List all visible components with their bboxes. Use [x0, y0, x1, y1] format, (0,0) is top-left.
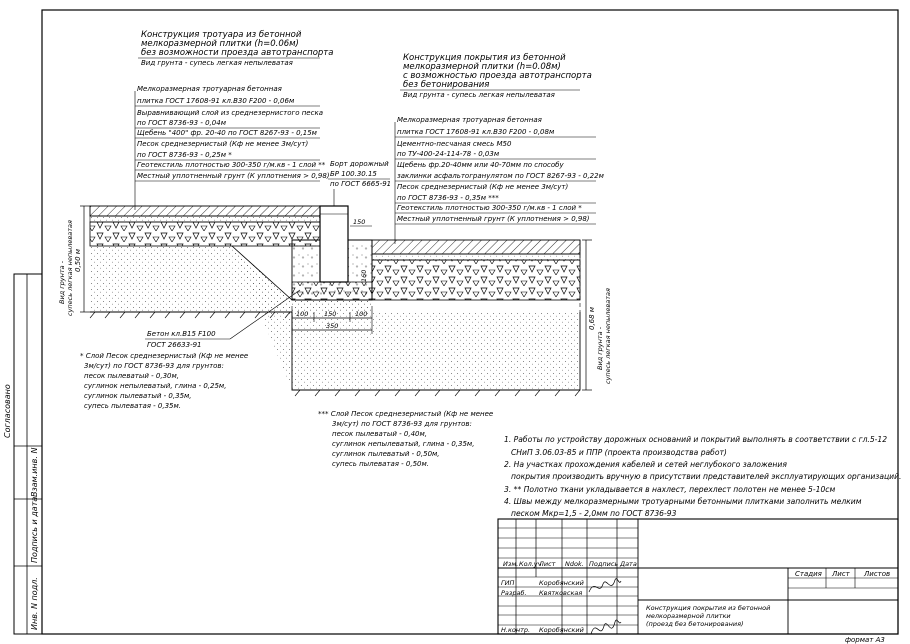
svg-text:по ГОСТ 8736-93 - 0,04м: по ГОСТ 8736-93 - 0,04м [137, 119, 226, 127]
sheet-hdr: Лист [832, 570, 850, 578]
svg-text:без возможности проезда автотр: без возможности проезда автотранспорта [141, 48, 334, 58]
svg-text:*** Слой Песок среднезернистый: *** Слой Песок среднезернистый (Кф не менее [318, 410, 494, 418]
svg-text:Цементно-песчаная смесь М50: Цементно-песчаная смесь М50 [397, 140, 512, 148]
svg-text:песок пылеватый - 0,40м,: песок пылеватый - 0,40м, [332, 430, 427, 438]
svg-text:Вид грунта - супесь легкая неп: Вид грунта - супесь легкая непылеватая [403, 91, 555, 99]
svg-text:3. ** Полотно ткани укладывае: 3. ** Полотно ткани укладывается в нахлест, перехлест полотен не менее 5-10см [504, 485, 836, 494]
svg-text:Местный уплотненный грунт (К у: Местный уплотненный грунт (К уплотнения > 0,98) [137, 172, 330, 180]
stage-hdr: Стадия [795, 570, 822, 578]
role-gip: ГИП [501, 579, 515, 587]
svg-text:4. Швы между мелкоразмерными т: 4. Швы между мелкоразмерными тротуарными бетонными плитками заполнить мелким [504, 497, 862, 506]
notes-star [80, 352, 248, 410]
dim-350: 350 [326, 322, 339, 330]
svg-text:БР 100.30.15: БР 100.30.15 [330, 170, 377, 178]
svg-text:суглинок пылеватый - 0,50м,: суглинок пылеватый - 0,50м, [332, 450, 440, 458]
svg-text:песок пылеватый - 0,30м,: песок пылеватый - 0,30м, [84, 372, 179, 380]
stamp-inv-orig: Инв. N подл. [30, 577, 39, 630]
dim-curb-160: 160 [360, 269, 368, 282]
stamp-sign-date: Подпись и дата [30, 496, 39, 563]
sheet-format: формат А3 [845, 636, 885, 644]
dim-150: 150 [324, 310, 337, 318]
hdr-list: Лист [539, 560, 556, 568]
side-stamp-labels [3, 384, 39, 630]
desc-1: Конструкция покрытия из бетонной [646, 604, 771, 612]
svg-text:суглинок непылеватый, глина -: суглинок непылеватый, глина - 0,35м, [332, 440, 475, 448]
svg-text:по ГОСТ 6665-91: по ГОСТ 6665-91 [330, 180, 392, 188]
svg-text:по ГОСТ 8736-93 - 0,35м ***: по ГОСТ 8736-93 - 0,35м *** [397, 194, 499, 202]
name-dev: Квятковская [539, 589, 583, 597]
svg-text:ГОСТ 26633-91: ГОСТ 26633-91 [147, 341, 202, 349]
role-norm: Н.контр. [501, 626, 531, 634]
road-title [400, 53, 592, 99]
svg-text:мелкоразмерной плитки (h=0.06м: мелкоразмерной плитки (h=0.06м) [141, 39, 299, 49]
dim-left-value: 0,50 м [74, 248, 82, 272]
svg-text:СНиП 3.06.03-85 и ППР (проекта: СНиП 3.06.03-85 и ППР (проекта производства работ) [511, 448, 727, 457]
sheets-hdr: Листов [864, 570, 891, 578]
road-tiles [372, 240, 580, 254]
svg-text:Мелкоразмерная тротуарная бето: Мелкоразмерная тротуарная бетонная [397, 116, 542, 124]
svg-text:супесь пылеватая - 0,35м.: супесь пылеватая - 0,35м. [84, 402, 182, 410]
sidewalk-layers [135, 85, 330, 210]
sidewalk-tiles [90, 206, 320, 216]
svg-text:заклинки асфальтогранулятом по: заклинки асфальтогранулятом по ГОСТ 8267-93 - 0,22м [397, 172, 604, 180]
hdr-izm: Изм. [503, 560, 519, 568]
hdr-ndok: Ndok. [565, 560, 584, 568]
dimension-left [58, 206, 90, 316]
svg-text:Песок среднезернистый (Кф не м: Песок среднезернистый (Кф не менее 3м/сут) [137, 140, 309, 148]
signature-gip [589, 579, 621, 592]
soil-left-1: Вид грунта - [58, 260, 66, 304]
dim-right-value: 0,68 м [588, 306, 596, 330]
svg-text:* Слой Песок среднезернистый (: * Слой Песок среднезернистый (Кф не менее [80, 352, 249, 360]
role-dev: Разраб. [501, 589, 527, 597]
svg-text:мелкоразмерной плитки (h=0.08м: мелкоразмерной плитки (h=0.08м) [403, 62, 561, 72]
dim-100-b: 100 [355, 310, 368, 318]
hdr-date: Дата [620, 560, 637, 568]
svg-text:по ТУ-400-24-114-78 - 0,03м: по ТУ-400-24-114-78 - 0,03м [397, 150, 500, 158]
svg-text:Песок среднезернистый (Кф не м: Песок среднезернистый (Кф не менее 3м/сут) [397, 183, 569, 191]
dim-curb-150: 150 [353, 218, 366, 226]
stamp-replace-inv: Взам.инв. N [30, 447, 39, 497]
svg-text:Местный уплотненный грунт (К у: Местный уплотненный грунт (К уплотнения > 0,98) [397, 215, 590, 223]
desc-2: мелкоразмерной плитки [646, 612, 731, 620]
soil-left-2: супесь легкая непылеватая [66, 220, 74, 316]
name-gip: Коробянский [539, 579, 584, 587]
stamp-agreed: Согласовано [3, 384, 12, 438]
svg-text:плитка ГОСТ 17608-91 кл.В30 F2: плитка ГОСТ 17608-91 кл.В30 F200 - 0,08м [397, 128, 555, 136]
svg-text:без бетонирования: без бетонирования [403, 80, 490, 90]
svg-text:суглинок непылеватый, глина -: суглинок непылеватый, глина - 0,25м, [84, 382, 227, 390]
svg-text:2. На участках прохождения ка: 2. На участках прохождения кабелей и сетей неглубокого заложения [504, 460, 787, 469]
svg-text:Борт дорожный: Борт дорожный [330, 160, 389, 168]
hdr-kol: Кол.уч [519, 560, 542, 568]
svg-text:Выравнивающий слой из среднезе: Выравнивающий слой из среднезернистого песка [137, 109, 323, 117]
soil-right-2: супесь легкая непылеватая [604, 288, 612, 384]
svg-text:суглинок пылеватый - 0,35м,: суглинок пылеватый - 0,35м, [84, 392, 192, 400]
dimension-right [582, 240, 612, 390]
svg-text:покрытия производить вручную в: покрытия производить вручную в присутствии представителей эксплуатирующих организаций. [511, 472, 902, 481]
general-notes [504, 435, 901, 518]
curb-label [328, 160, 391, 206]
svg-text:Конструкция покрытия из бетонн: Конструкция покрытия из бетонной [403, 53, 566, 63]
svg-text:с возможностью проезда автотра: с возможностью проезда автотранспорта [403, 71, 592, 81]
svg-text:Щебень "400" фр. 20-40 по ГОСТ: Щебень "400" фр. 20-40 по ГОСТ 8267-93 - 0,15м [137, 129, 317, 137]
svg-text:Геотекстиль плотностью 300-350: Геотекстиль плотностью 300-350 г/м.кв - 1 слой * [397, 204, 582, 212]
notes-triple-star [318, 410, 493, 468]
title-block [498, 519, 898, 634]
svg-text:3м/сут) по ГОСТ 8736-93 для гр: 3м/сут) по ГОСТ 8736-93 для грунтов: [84, 362, 224, 370]
svg-text:Конструкция тротуара из бетонн: Конструкция тротуара из бетонной [141, 30, 302, 40]
svg-text:Мелкоразмерная тротуарная бето: Мелкоразмерная тротуарная бетонная [137, 85, 282, 93]
svg-text:плитка ГОСТ 17608-91 кл.В30 F2: плитка ГОСТ 17608-91 кл.В30 F200 - 0,06м [137, 97, 295, 105]
signature-norm [591, 620, 621, 634]
desc-3: (проезд без бетонирования) [646, 620, 744, 628]
svg-text:Бетон кл.В15 F100: Бетон кл.В15 F100 [147, 330, 216, 338]
sidewalk-title [138, 30, 333, 67]
road-layers [395, 116, 605, 244]
dim-100-a: 100 [296, 310, 309, 318]
curb-stone [320, 206, 348, 282]
hdr-sign: Подпись [589, 560, 619, 568]
name-norm: Коробянский [539, 626, 584, 634]
svg-text:1. Работы по устройству дорож: 1. Работы по устройству дорожных оснований и покрытий выполнять в соответствии с гл.5-12 [504, 435, 888, 444]
svg-text:Вид грунта - супесь легкая неп: Вид грунта - супесь легкая непылеватая [141, 59, 293, 67]
svg-text:супесь пылеватая - 0,50м.: супесь пылеватая - 0,50м. [332, 460, 430, 468]
soil-right-1: Вид грунта - [596, 326, 604, 370]
svg-text:по ГОСТ 8736-93 - 0,25м *: по ГОСТ 8736-93 - 0,25м * [137, 151, 232, 159]
svg-text:Щебень фр.20-40мм или 40-70мм: Щебень фр.20-40мм или 40-70мм по способу [397, 161, 564, 169]
svg-text:3м/сут) по ГОСТ 8736-93 для гр: 3м/сут) по ГОСТ 8736-93 для грунтов: [332, 420, 472, 428]
svg-text:Геотекстиль плотностью 300-350: Геотекстиль плотностью 300-350 г/м.кв - 1 слой ** [137, 161, 326, 169]
svg-text:песком Мкр=1,5 - 2,0мм по ГОСТ: песком Мкр=1,5 - 2,0мм по ГОСТ 8736-93 [511, 509, 677, 518]
